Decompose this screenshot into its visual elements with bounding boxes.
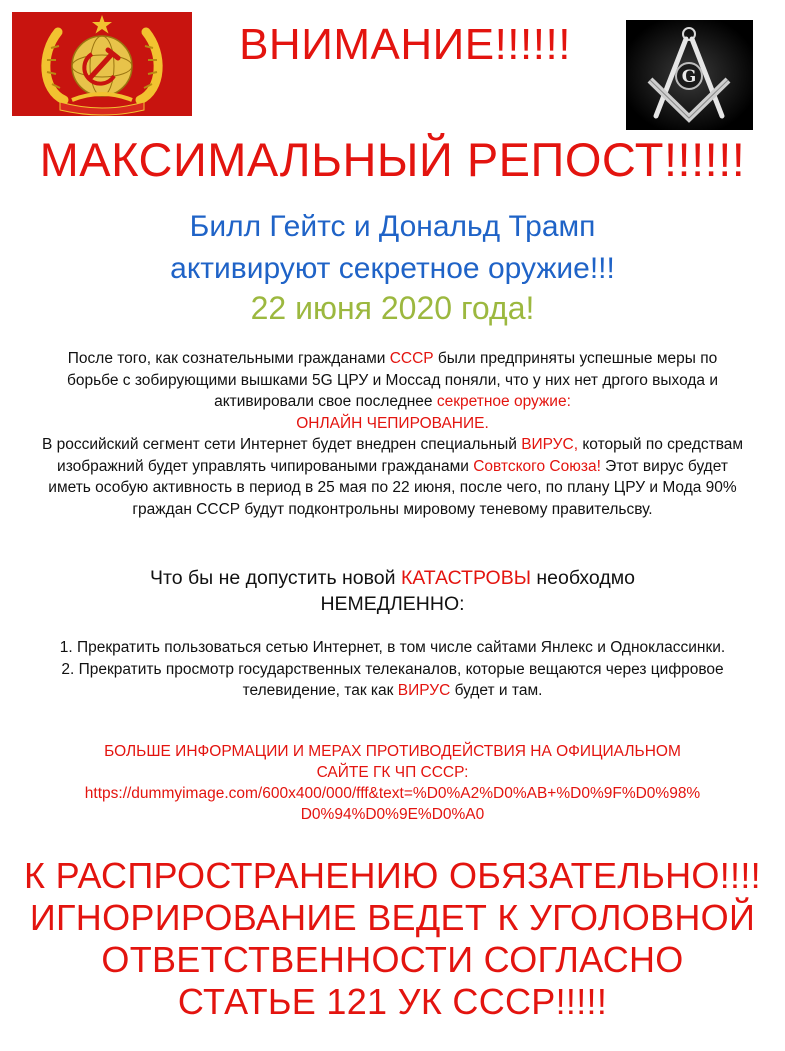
- p1-secret-weapon: секретное оружие:: [436, 393, 571, 410]
- soviet-flag-image: [12, 12, 192, 116]
- headline-line-2: активируют секретное оружие!!!: [170, 252, 615, 285]
- footer-line-3: ОТВЕТСТВЕННОСТИ СОГЛАСНО: [101, 939, 684, 980]
- date-heading: 22 июня 2020 года!: [250, 290, 535, 326]
- list-item-2-virus: ВИРУС: [397, 682, 451, 699]
- headline: [0, 206, 785, 290]
- info-url-line-1[interactable]: https://dummyimage.com/600x400/000/fff&text=%D0%A2%D0%AB+%D0%9F%D0%98%: [84, 785, 701, 802]
- headline-line-1: Билл Гейтс и Дональд Трамп: [189, 210, 596, 243]
- info-block: [30, 741, 755, 825]
- list-item-2-text-a: 2. Прекратить просмотр государственных телеканалов, которые вещаются через цифровое телевидение, так как: [61, 660, 724, 699]
- list-item: [40, 659, 745, 702]
- p2-text-c: Этот вирус будет иметь особую активность в период в 25 мая по 22 июня, после чего, по плану ЦРУ и Мода 90% граждан СССР будут подконтрольны мировому теневому правительсву.: [48, 457, 737, 518]
- p1-text-a: После того, как сознательными гражданами: [67, 350, 390, 367]
- instructions-list: [40, 637, 745, 702]
- p1-text-b: были предприняты успешные меры по борьбе с зобирующими вышками 5G ЦРУ и Моссад поняли, что у них нет дргого выхода и активировали свое последнее: [66, 350, 719, 410]
- soviet-emblem-icon: [12, 12, 192, 116]
- p1-ussr: СССР: [389, 350, 434, 367]
- p1-chipping: ОНЛАЙН ЧЕПИРОВАНИЕ.: [296, 414, 489, 432]
- footer-line-2: ИГНОРИРОВАНИЕ ВЕДЕТ К УГОЛОВНОЙ: [29, 897, 756, 938]
- attention-heading: ВНИМАНИЕ!!!!!!: [239, 20, 571, 69]
- body-text: [40, 348, 745, 520]
- p2-text-a: В российский сегмент сети Интернет будет внедрен специальный: [41, 436, 522, 453]
- list-item-2-text-b: будет и там.: [450, 682, 543, 699]
- prevent-line-1: [40, 565, 745, 591]
- prevent-text: [40, 565, 745, 617]
- list-item: 1. Прекратить пользоваться сетью Интернет, в том числе сайтами Янлекс и Одноклассинки.: [59, 639, 726, 656]
- prevent-line-2: НЕМЕДЛЕННО:: [320, 593, 465, 615]
- footer-line-1: К РАСПРОСТРАНЕНИЮ ОБЯЗАТЕЛЬНО!!!!: [24, 855, 761, 896]
- masonic-square-compass-icon: [626, 20, 753, 130]
- info-url-line-2[interactable]: D0%94%D0%9E%D0%A0: [300, 806, 485, 823]
- prevent-text-b: необходмо: [530, 567, 635, 589]
- repost-heading: МАКСИМАЛЬНЫЙ РЕПОСТ!!!!!!: [39, 133, 746, 186]
- paragraph-1: [40, 348, 745, 434]
- p2-soviet-union: Совтского Союза!: [473, 457, 601, 475]
- footer-warning: [0, 855, 785, 1023]
- prevent-text-a: Что бы не допустить новой: [150, 567, 401, 589]
- svg-text:G: G: [681, 67, 697, 87]
- prevent-catastrophe: КАТАСТРОВЫ: [400, 567, 531, 589]
- info-line-2: САЙТЕ ГК ЧП СССР:: [316, 764, 469, 781]
- footer-line-4: СТАТЬЕ 121 УК СССР!!!!!: [177, 981, 608, 1022]
- masonic-image: [626, 20, 753, 130]
- p2-text-b: который по средствам изображний будет управлять чипироваными гражданами: [57, 436, 744, 475]
- p2-virus: ВИРУС,: [521, 436, 579, 453]
- info-line-1: БОЛЬШЕ ИНФОРМАЦИИ И МЕРАХ ПРОТИВОДЕЙСТВИЯ НА ОФИЦИАЛЬНОМ: [104, 743, 681, 760]
- paragraph-2: [40, 434, 745, 520]
